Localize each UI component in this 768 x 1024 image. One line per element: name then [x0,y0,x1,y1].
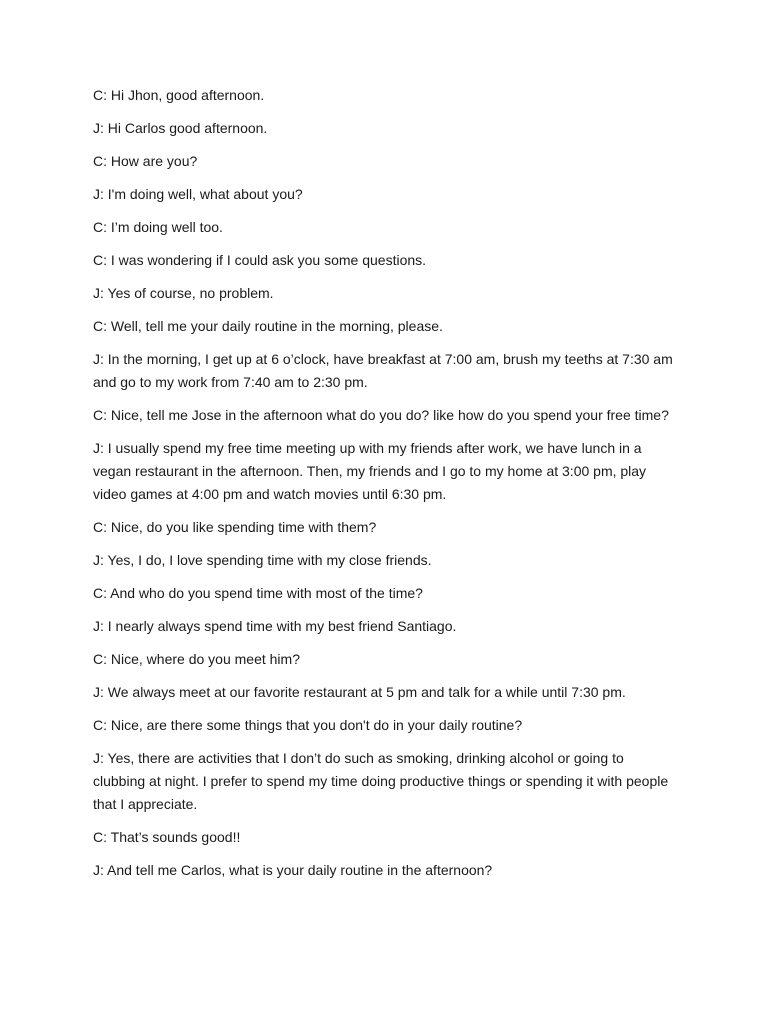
dialogue-line: C: Nice, where do you meet him? [93,651,300,667]
dialogue-line: J: Hi Carlos good afternoon. [93,120,268,136]
dialogue-line: J: Yes, there are activities that I don’t do such as smoking, drinking alcohol or going to clubbing at night. I prefer to spend my time doing productive things or spending it with people that I appreciate. [93,750,669,812]
dialogue-line: J: And tell me Carlos, what is your daily routine in the afternoon? [93,862,493,878]
dialogue-line: C: That’s sounds good!! [93,829,241,845]
dialogue-line: J: Yes of course, no problem. [93,285,274,301]
dialogue-line: J: I nearly always spend time with my best friend Santiago. [93,618,457,634]
dialogue-line: J: Yes, I do, I love spending time with my close friends. [93,552,432,568]
dialogue-line: J: I'm doing well, what about you? [93,186,303,202]
dialogue-line: C: I was wondering if I could ask you some questions. [93,252,427,268]
dialogue-line: C: And who do you spend time with most of the time? [93,585,423,601]
dialogue-line: J: In the morning, I get up at 6 o’clock, have breakfast at 7:00 am, brush my teeths at 7:30 am and go to my work from 7:40 am to 2:30 pm. [93,351,673,390]
dialogue-line: C: Nice, do you like spending time with them? [93,519,377,535]
dialogue-line: C: How are you? [93,153,198,169]
dialogue-line: C: Well, tell me your daily routine in the morning, please. [93,318,443,334]
dialogue-line: J: We always meet at our favorite restaurant at 5 pm and talk for a while until 7:30 pm. [93,684,626,700]
dialogue-line: J: I usually spend my free time meeting up with my friends after work, we have lunch in a vegan restaurant in the afternoon. Then, my friends and I go to my home at 3:00 pm, play video games at 4:00 pm and watch movies until 6:30 pm. [93,440,647,502]
dialogue-line: C: Nice, are there some things that you don't do in your daily routine? [93,717,523,733]
dialogue-line: C: I’m doing well too. [93,219,223,235]
dialogue-line: C: Hi Jhon, good afternoon. [93,87,265,103]
dialogue-line: C: Nice, tell me Jose in the afternoon what do you do? like how do you spend your free time? [93,407,669,423]
dialogue-text [93,84,673,892]
